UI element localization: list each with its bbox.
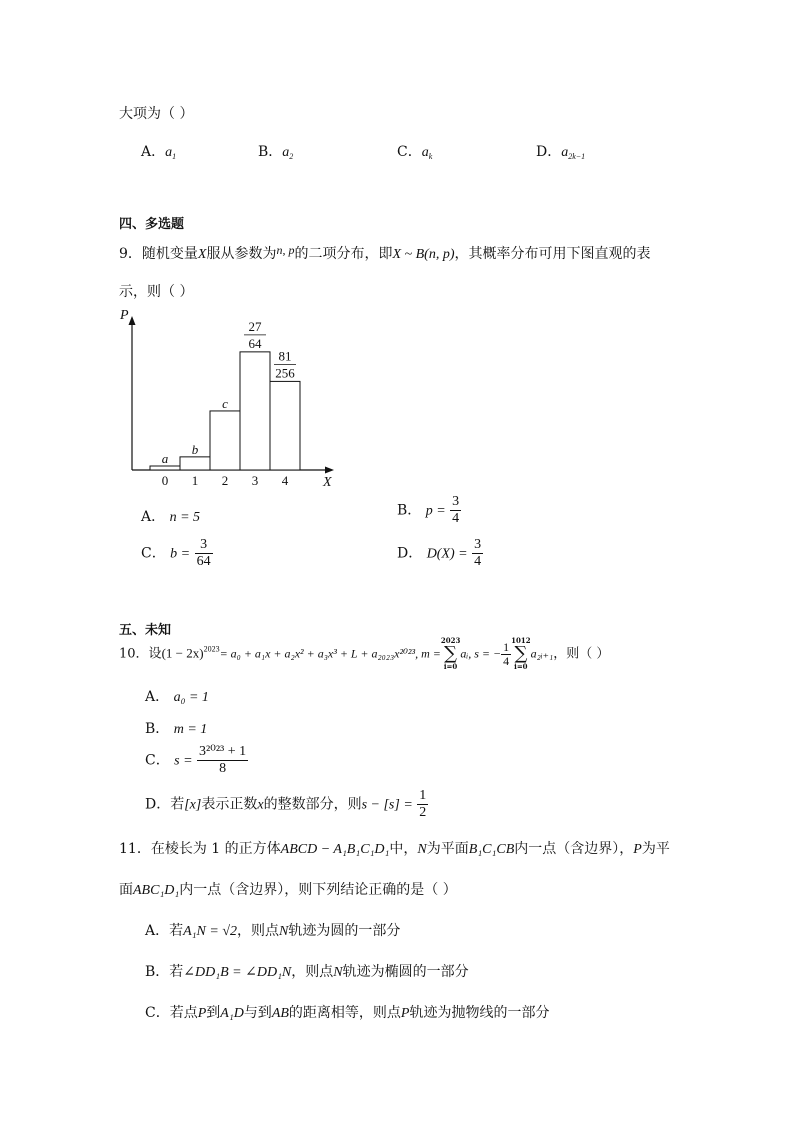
- q11-option-c-label: C．: [145, 1005, 170, 1021]
- q11-option-a: [145, 920, 400, 940]
- tick-label-0: 0: [161, 473, 169, 488]
- q11-option-a-n: N: [279, 924, 289, 939]
- q11-line2-text-2: 内一点（含边界），则下列结论正确的是（ ）: [179, 882, 457, 898]
- q10-option-a-label: A．: [145, 689, 170, 705]
- q11-text-2: 中，: [389, 841, 418, 857]
- q9-binomial: X ~ B(n, p): [392, 247, 455, 262]
- q11-option-b: [145, 961, 469, 981]
- q10-sum1-bot: i=0: [443, 662, 458, 671]
- bar-0: [150, 466, 180, 470]
- q10-option-c-den: 8: [219, 761, 227, 776]
- q9-option-a-label: A．: [141, 509, 166, 525]
- q9-var-x: X: [197, 247, 207, 262]
- q9-option-c-label: C．: [141, 545, 166, 562]
- bar-label-1: b: [191, 441, 199, 457]
- q9-params: n, p: [276, 243, 295, 257]
- q9-option-b-fraction: [450, 494, 461, 527]
- bar-label-num-3: 27: [248, 318, 262, 334]
- q9-option-a: [141, 506, 200, 526]
- q8-option-b-var: a: [282, 145, 290, 160]
- q11-cube: ABCD − A₁B₁C₁D₁: [280, 842, 390, 857]
- q9-option-d-den: 4: [474, 554, 482, 569]
- bar-label-0: a: [161, 451, 169, 466]
- q8-option-a-var: a: [165, 145, 173, 160]
- q11-stem-line2: [119, 879, 457, 899]
- q11-option-c-p: P: [197, 1006, 207, 1021]
- q10-sum2-top: 1012: [511, 636, 531, 645]
- q10-lhs-exp: 2023: [203, 644, 220, 654]
- section-title-multiple-choice: 四、多选题: [119, 217, 185, 232]
- y-axis-arrow: [129, 316, 136, 325]
- q11-option-a-text-1: 若: [169, 923, 184, 939]
- q10-option-d-den: 2: [419, 805, 427, 820]
- q11-option-a-text-3: 轨迹为圆的一部分: [288, 923, 401, 939]
- q11-option-b-text-3: 轨迹为椭圆的一部分: [342, 964, 469, 980]
- q10-option-d-num: 1: [419, 788, 427, 803]
- q9-text-2: 服从参数为: [206, 246, 277, 262]
- q9-text-1: 随机变量: [141, 246, 198, 262]
- q11-option-b-math: ∠DD₁B = ∠DD₁N: [183, 965, 292, 980]
- q8-option-c: [397, 141, 432, 161]
- q11-option-c-text-5: 轨迹为抛物线的一部分: [409, 1005, 550, 1021]
- q10-s-def: , s = −: [468, 646, 502, 661]
- q9-option-b-den: 4: [452, 511, 460, 526]
- q9-option-d: [397, 537, 483, 570]
- q10-tail: ，则（ ）: [553, 646, 610, 662]
- q10-s-num: 1: [503, 639, 510, 654]
- q8-option-d: [536, 141, 585, 161]
- q11-option-c-line1: A₁D: [220, 1006, 244, 1021]
- q11-text-4: 内一点（含边界），: [514, 841, 634, 857]
- q9-text-4: ，其概率分布可用下图直观的表: [454, 246, 651, 262]
- q9-text-3: 的二项分布，即: [294, 246, 393, 262]
- q11-plane2: ABC₁D₁: [133, 883, 180, 898]
- q9-stem-line2: 示，则（ ）: [119, 284, 194, 300]
- q8-option-a: [141, 141, 176, 161]
- q8-option-d-sub: 2k−1: [568, 152, 586, 161]
- q11-option-b-text-2: ，则点: [291, 964, 334, 980]
- q9-option-c: [141, 537, 213, 570]
- bar-1: [180, 457, 210, 470]
- q10-option-c: [145, 744, 248, 777]
- q11-text-1: 在棱长为 1 的正方体: [150, 841, 281, 857]
- q10-option-d-text-1: 若: [170, 796, 185, 813]
- q10-sum2-term: a₂ᵢ₊₁: [530, 646, 554, 661]
- q9-probability-chart: [110, 300, 350, 495]
- bar-label-den-4: 256: [275, 365, 295, 381]
- q9-option-c-den: 64: [196, 554, 211, 569]
- q10-option-d-x: x: [257, 797, 264, 813]
- q10-number: 10．: [119, 646, 149, 662]
- bar-label-2: c: [222, 395, 228, 411]
- q9-option-b-num: 3: [452, 494, 460, 509]
- q11-option-b-text-1: 若: [169, 964, 184, 980]
- q10-sum2: 1012 ∑ i=0: [511, 636, 531, 671]
- q10-option-d-text-2: 表示正数: [201, 796, 258, 813]
- q11-plane1: B₁C₁CB: [468, 842, 515, 857]
- q11-var-p: P: [633, 842, 642, 857]
- tick-label-3: 3: [251, 473, 259, 488]
- q8-option-b: [258, 141, 293, 161]
- q10-option-d-label: D．: [145, 796, 171, 813]
- q11-option-a-math: A₁N = √2: [183, 924, 238, 939]
- q11-number: 11．: [119, 841, 151, 857]
- q10-option-b-math: m = 1: [173, 722, 208, 737]
- chart-layer: [119, 308, 334, 490]
- y-axis-label: P: [120, 308, 129, 323]
- q10-option-d-fraction: [417, 788, 428, 821]
- q8-option-d-label: D．: [536, 144, 562, 160]
- bar-3: [240, 352, 270, 470]
- q10-option-b: [145, 718, 207, 738]
- q9-option-b-lhs: p =: [425, 503, 446, 519]
- q10-option-a: [145, 686, 209, 706]
- q8-option-c-sub: k: [428, 152, 433, 161]
- q8-option-a-label: A．: [141, 144, 166, 160]
- q11-option-c: [145, 1002, 549, 1022]
- x-axis-arrow: [325, 467, 334, 474]
- q8-option-a-sub: 1: [172, 152, 177, 161]
- q8-stem-tail: 大项为（ ）: [119, 106, 194, 122]
- q10-option-d-text-3: 的整数部分，则: [263, 796, 362, 813]
- x-axis-label: X: [323, 475, 332, 490]
- q9-option-d-label: D．: [397, 545, 423, 562]
- q8-option-c-var: a: [421, 145, 429, 160]
- q11-option-c-p2: P: [400, 1006, 410, 1021]
- q11-option-b-n: N: [333, 965, 343, 980]
- q11-option-a-label: A．: [145, 923, 170, 939]
- q8-option-b-sub: 2: [289, 152, 294, 161]
- q9-option-b: [397, 494, 461, 527]
- tick-label-1: 1: [191, 473, 199, 488]
- q9-stem-line1: [119, 243, 651, 263]
- bar-2: [210, 411, 240, 470]
- q10-s-den: 4: [503, 653, 510, 668]
- q10-option-d-floor: [x]: [184, 797, 202, 813]
- q9-option-d-fraction: [472, 537, 483, 570]
- q10-s-fraction: [501, 641, 511, 668]
- q9-option-c-lhs: b =: [170, 546, 191, 562]
- q11-text-3: 为平面: [426, 841, 469, 857]
- q10-stem: [119, 636, 609, 672]
- q11-option-a-text-2: ，则点: [237, 923, 280, 939]
- q10-option-c-lhs: s =: [174, 753, 193, 769]
- q11-option-b-label: B．: [145, 964, 170, 980]
- q9-option-b-label: B．: [397, 502, 422, 519]
- q9-option-d-lhs: D(X) =: [426, 546, 468, 562]
- bar-label-num-4: 81: [278, 348, 292, 364]
- q10-lhs-base: (1 − 2x): [161, 645, 204, 661]
- q10-option-b-label: B．: [145, 721, 170, 737]
- q10-option-c-fraction: [197, 744, 248, 777]
- tick-label-2: 2: [221, 473, 229, 488]
- q8-option-b-label: B．: [258, 144, 283, 160]
- q9-number: 9．: [119, 246, 142, 262]
- q10-option-d: [145, 788, 428, 821]
- q8-option-c-label: C．: [397, 144, 422, 160]
- q10-sum1-top: 2023: [440, 636, 461, 645]
- q11-text-5: 为平: [641, 841, 670, 857]
- bar-4: [270, 381, 300, 470]
- q10-option-c-label: C．: [145, 752, 170, 769]
- q11-stem-line1: [119, 838, 670, 858]
- q10-option-a-math: a₀ = 1: [173, 690, 209, 705]
- q9-option-d-num: 3: [474, 537, 482, 552]
- q10-sum2-bot: i=0: [514, 662, 528, 671]
- q8-option-d-var: a: [561, 145, 569, 160]
- q11-option-c-text-4: 的距离相等，则点: [288, 1005, 401, 1021]
- q11-var-n: N: [417, 842, 427, 857]
- section-title-unknown: 五、未知: [119, 623, 172, 638]
- q11-option-c-text-2: 到: [206, 1005, 221, 1021]
- tick-label-4: 4: [281, 473, 289, 488]
- q11-option-c-text-3: 与到: [243, 1005, 272, 1021]
- q10-option-c-num: 3²⁰²³ + 1: [199, 744, 247, 759]
- q9-option-a-math: n = 5: [169, 510, 201, 525]
- q11-option-c-line2: AB: [271, 1006, 289, 1021]
- q10-sum1: 2023 ∑ i=0: [440, 636, 461, 671]
- q10-sum1-term: aᵢ: [460, 646, 469, 661]
- bar-label-den-3: 64: [248, 335, 262, 351]
- q10-prefix: 设: [148, 646, 162, 662]
- q11-option-c-text-1: 若点: [169, 1005, 198, 1021]
- q10-m-def: , m =: [415, 646, 441, 661]
- q9-option-c-num: 3: [195, 537, 213, 554]
- q10-rhs: = a₀ + a₁x + a₂x² + a₃x³ + L + a₂₀₂₃x²⁰²³: [219, 646, 416, 661]
- q10-option-d-expr: s − [s] =: [361, 797, 413, 813]
- q11-line2-text-1: 面: [119, 882, 133, 898]
- q9-option-c-fraction: [195, 537, 213, 570]
